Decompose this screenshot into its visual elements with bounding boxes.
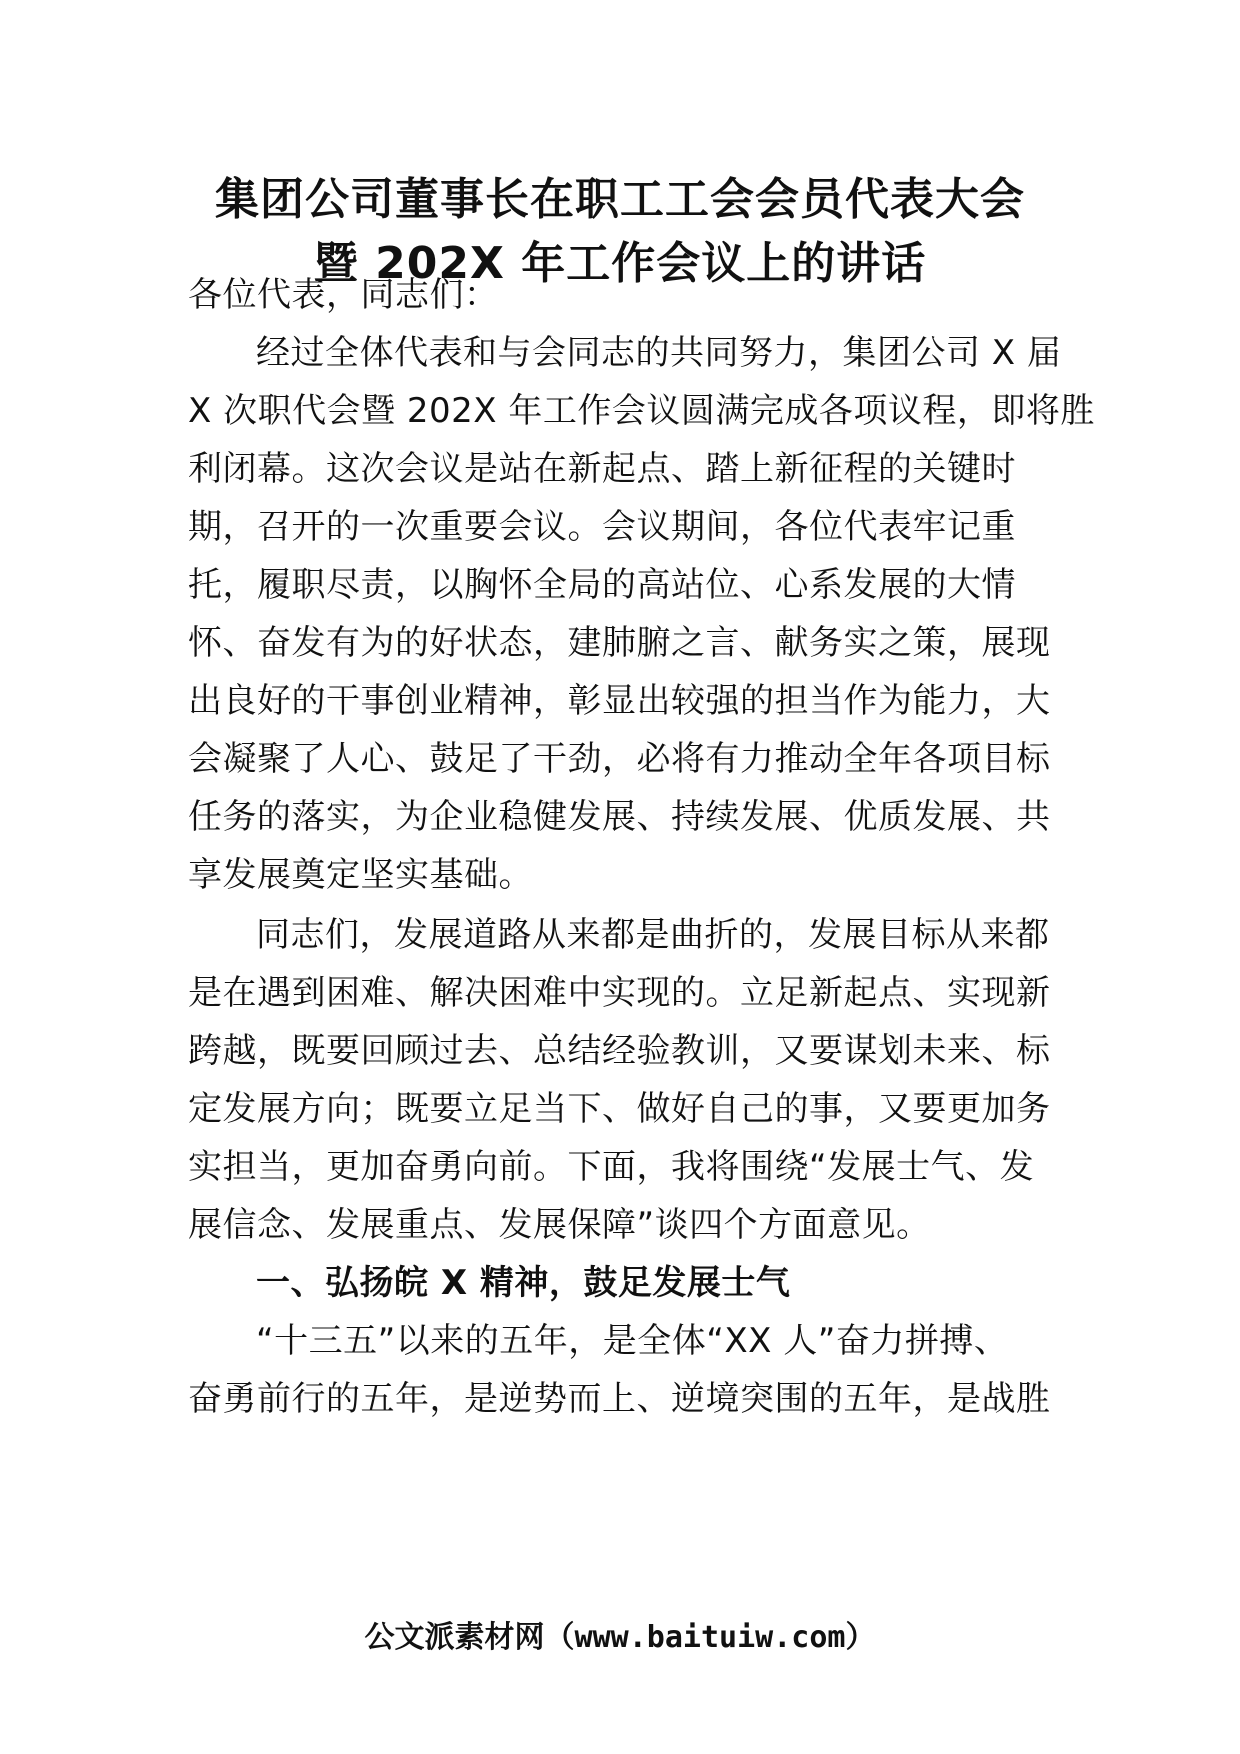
paragraph-line: 利闭幕。这次会议是站在新起点、踏上新征程的关键时 bbox=[188, 449, 1016, 489]
salutation: 各位代表，同志们： bbox=[188, 275, 499, 315]
section-heading: 一、弘扬皖 X 精神，鼓足发展士气 bbox=[256, 1263, 791, 1303]
paragraph-line: 是在遇到困难、解决困难中实现的。立足新起点、实现新 bbox=[188, 973, 1051, 1013]
paragraph-line: 经过全体代表和与会同志的共同努力，集团公司 X 届 bbox=[256, 333, 1062, 373]
footer-watermark bbox=[0, 1614, 1240, 1662]
document-title-line-1: 集团公司董事长在职工工会会员代表大会 bbox=[215, 174, 1025, 225]
paragraph-line: 同志们，发展道路从来都是曲折的，发展目标从来都 bbox=[256, 915, 1050, 955]
paragraph-line: 出良好的干事创业精神，彰显出较强的担当作为能力，大 bbox=[188, 681, 1051, 721]
paragraph-line: 展信念、发展重点、发展保障”谈四个方面意见。 bbox=[188, 1205, 931, 1245]
document-title-line-2: 暨 202X 年工作会议上的讲话 bbox=[313, 238, 927, 289]
paragraph-line: 奋勇前行的五年，是逆势而上、逆境突围的五年，是战胜 bbox=[188, 1379, 1051, 1419]
paragraph-line: 享发展奠定坚实基础。 bbox=[188, 855, 533, 895]
footer-site-name: 公文派素材网 bbox=[364, 1620, 545, 1655]
paragraph-line: 定发展方向；既要立足当下、做好自己的事，又要更加务 bbox=[188, 1089, 1051, 1129]
paragraph-line: X 次职代会暨 202X 年工作会议圆满完成各项议程，即将胜 bbox=[188, 391, 1095, 431]
paragraph-line: 怀、奋发有为的好状态，建肺腑之言、献务实之策，展现 bbox=[188, 623, 1051, 663]
paragraph-line: 托，履职尽责，以胸怀全局的高站位、心系发展的大情 bbox=[188, 565, 1016, 605]
paragraph-line: 跨越，既要回顾过去、总结经验教训，又要谋划未来、标 bbox=[188, 1031, 1051, 1071]
footer-url: （www.baituiw.com） bbox=[544, 1620, 876, 1655]
paragraph-line: 期，召开的一次重要会议。会议期间，各位代表牢记重 bbox=[188, 507, 1016, 547]
paragraph-line: 任务的落实，为企业稳健发展、持续发展、优质发展、共 bbox=[188, 797, 1051, 837]
paragraph-line: 会凝聚了人心、鼓足了干劲，必将有力推动全年各项目标 bbox=[188, 739, 1051, 779]
paragraph-line: 实担当，更加奋勇向前。下面，我将围绕“发展士气、发 bbox=[188, 1147, 1035, 1187]
paragraph-line: “十三五”以来的五年，是全体“XX 人”奋力拼搏、 bbox=[256, 1321, 1009, 1361]
